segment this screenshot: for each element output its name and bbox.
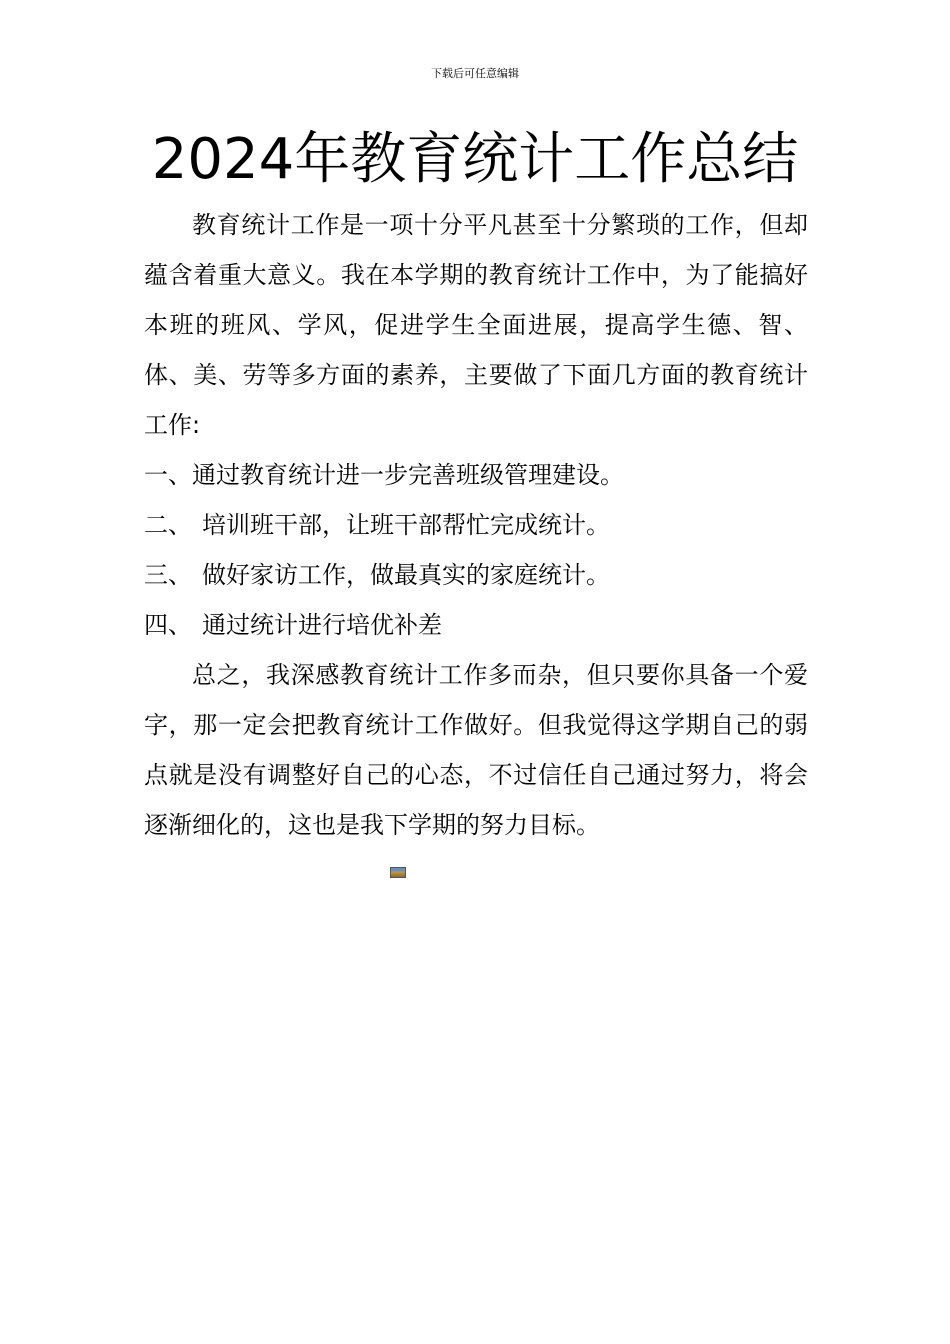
list-item-text: 通过教育统计进一步完善班级管理建设。 bbox=[192, 461, 624, 489]
list-item bbox=[144, 600, 808, 650]
list-item bbox=[144, 450, 808, 500]
list-item-number: 四、 bbox=[144, 611, 192, 639]
embedded-image bbox=[390, 867, 406, 878]
list-item bbox=[144, 500, 808, 550]
list-item-number: 二、 bbox=[144, 511, 192, 539]
list-item-text: 通过统计进行培优补差 bbox=[202, 611, 442, 639]
list-item-text: 培训班干部，让班干部帮忙完成统计。 bbox=[202, 511, 610, 539]
header-note: 下载后可任意编辑 bbox=[431, 67, 519, 80]
intro-paragraph: 教育统计工作是一项十分平凡甚至十分繁琐的工作，但却蕴含着重大意义。我在本学期的教育统计工作中，为了能搞好本班的班风、学风，促进学生全面进展，提高学生德、智、体、美、劳等多方面的素养，主要做了下面几方面的教育统计工作: bbox=[144, 211, 808, 439]
list-item-number: 三、 bbox=[144, 561, 192, 589]
closing-paragraph: 总之，我深感教育统计工作多而杂，但只要你具备一个爱字，那一定会把教育统计工作做好。但我觉得这学期自己的弱点就是没有调整好自己的心态，不过信任自己通过努力，将会逐渐细化的，这也是我下学期的努力目标。 bbox=[144, 661, 808, 839]
document-title: 2024年教育统计工作总结 bbox=[151, 127, 799, 192]
list-item-number: 一、 bbox=[144, 461, 192, 489]
list-item-text: 做好家访工作，做最真实的家庭统计。 bbox=[202, 561, 610, 589]
document-body bbox=[144, 200, 808, 850]
list-item bbox=[144, 550, 808, 600]
